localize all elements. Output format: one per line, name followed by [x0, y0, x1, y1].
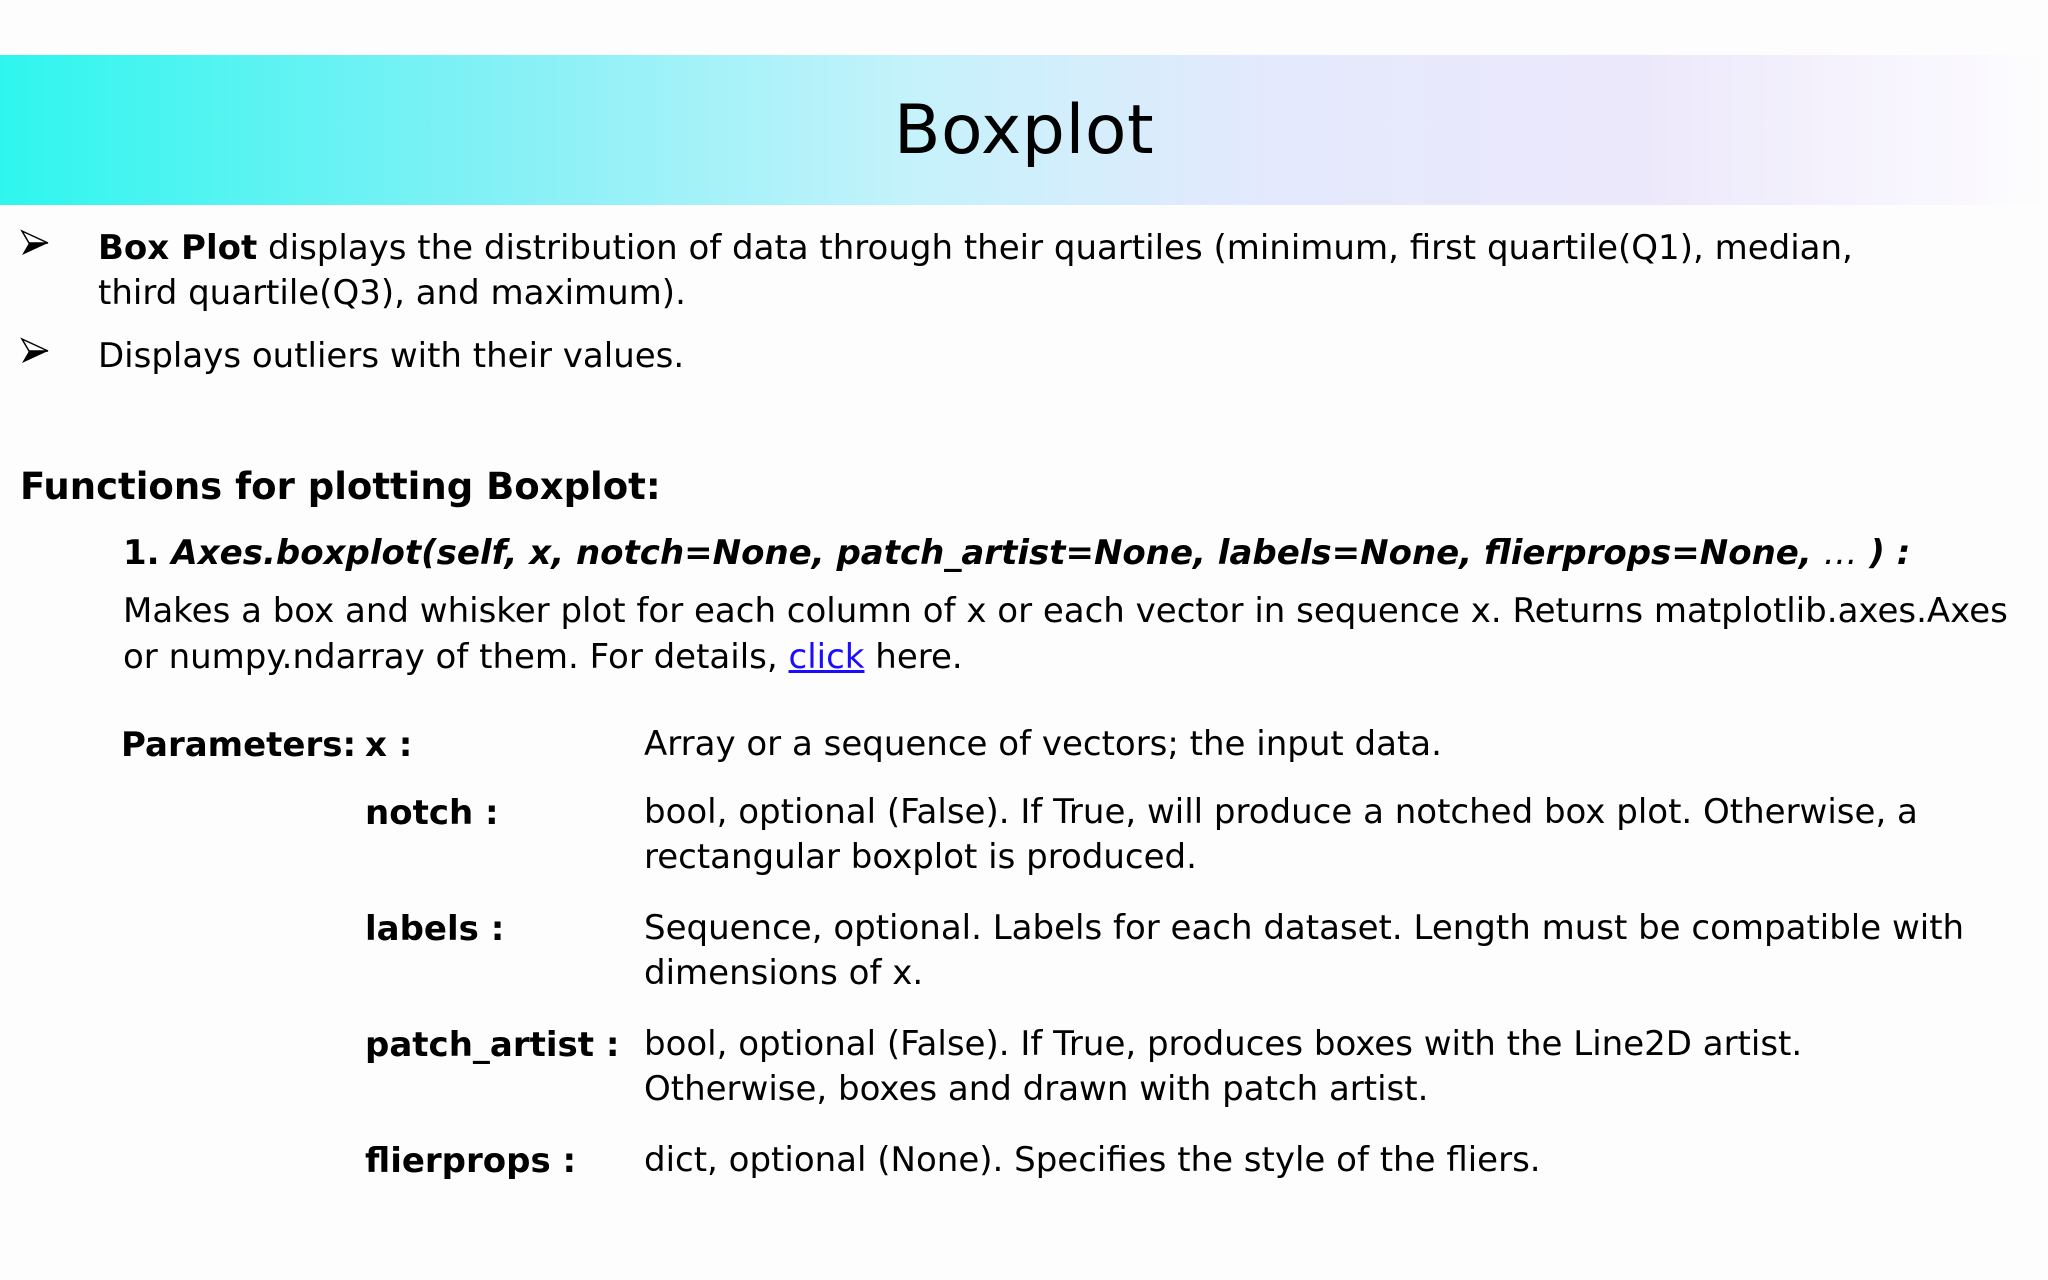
param-name-x: x : — [365, 725, 413, 765]
bullet-text: Displays outliers with their values. — [98, 336, 685, 376]
function-signature — [123, 530, 1910, 576]
description-tail: here. — [864, 637, 963, 677]
arrowhead-bullet-icon — [20, 228, 50, 258]
param-name-notch: notch : — [365, 793, 499, 833]
param-name-patch-artist: patch_artist : — [365, 1025, 620, 1065]
param-desc-notch: bool, optional (False). If True, will produce a notched box plot. Otherwise, a rectangular boxplot is produced. — [644, 792, 1918, 877]
description-text: Makes a box and whisker plot for each column of x or each vector in sequence x. Returns matplotlib.axes.Axes or numpy.ndarray of them. For details, — [123, 591, 2008, 677]
param-name-flierprops: flierprops : — [365, 1141, 577, 1181]
bullet-text — [98, 226, 1918, 316]
function-description — [123, 588, 2023, 680]
bullet-bold-term: Box Plot — [98, 228, 258, 268]
function-signature-text: Axes.boxplot(self, x, notch=None, patch_artist=None, labels=None, flierprops=None, — [171, 533, 1824, 573]
param-desc-patch-artist: bool, optional (False). If True, produces boxes with the Line2D artist. Otherwise, boxes and drawn with patch artist. — [644, 1024, 1803, 1109]
signature-ellipsis: … — [1823, 533, 1858, 573]
signature-close: ) : — [1857, 533, 1911, 573]
param-desc-flierprops: dict, optional (None). Specifies the style of the fliers. — [644, 1140, 1541, 1180]
arrowhead-bullet-icon — [20, 336, 50, 366]
slide-title: Boxplot — [893, 91, 1155, 170]
param-name-labels: labels : — [365, 909, 505, 949]
details-link[interactable]: click — [788, 637, 865, 677]
parameters-label: Parameters: — [121, 725, 357, 765]
param-desc-labels: Sequence, optional. Labels for each dataset. Length must be compatible with dimensions of x. — [644, 908, 1965, 993]
function-number: 1. — [123, 533, 172, 573]
bullet-body: displays the distribution of data through their quartiles (minimum, first quartile(Q1), median, third quartile(Q3), and maximum). — [98, 228, 1853, 313]
section-heading: Functions for plotting Boxplot: — [20, 465, 661, 508]
param-desc-x: Array or a sequence of vectors; the input data. — [644, 724, 1442, 764]
